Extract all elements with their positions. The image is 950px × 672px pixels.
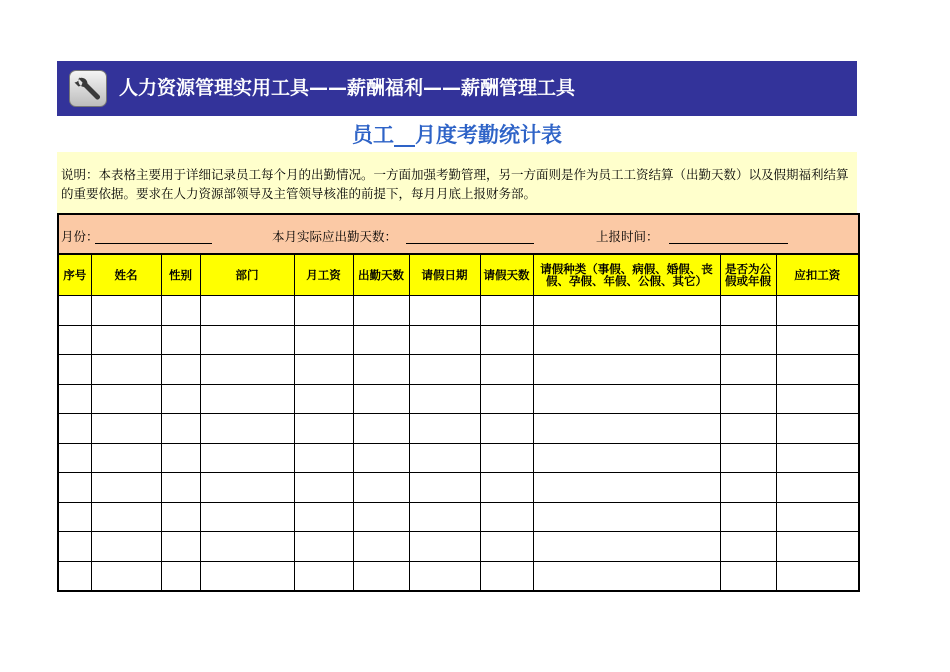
table-cell[interactable] xyxy=(720,443,776,473)
month-input-line[interactable] xyxy=(95,243,212,244)
table-cell[interactable] xyxy=(200,473,294,503)
table-cell[interactable] xyxy=(480,443,533,473)
table-cell[interactable] xyxy=(58,532,91,562)
table-cell[interactable] xyxy=(409,532,480,562)
table-cell[interactable] xyxy=(353,384,409,414)
table-cell[interactable] xyxy=(353,325,409,355)
table-cell[interactable] xyxy=(161,532,200,562)
header-cell: 应扣工资 xyxy=(776,254,859,296)
document-title: 员工__月度考勤统计表 xyxy=(352,123,562,147)
table-cell[interactable] xyxy=(480,561,533,591)
table-cell[interactable] xyxy=(720,355,776,385)
report-time-input-line[interactable] xyxy=(669,243,788,244)
table-cell[interactable] xyxy=(480,384,533,414)
table-cell[interactable] xyxy=(200,296,294,326)
table-cell[interactable] xyxy=(161,561,200,591)
table-cell[interactable] xyxy=(720,384,776,414)
table-cell[interactable] xyxy=(776,355,859,385)
table-cell[interactable] xyxy=(200,384,294,414)
table-cell[interactable] xyxy=(409,561,480,591)
table-cell[interactable] xyxy=(294,414,353,444)
table-cell[interactable] xyxy=(533,414,720,444)
info-cell xyxy=(58,214,859,254)
table-cell[interactable] xyxy=(533,296,720,326)
table-row xyxy=(58,561,859,591)
banner-title: 人力资源管理实用工具——薪酬福利——薪酬管理工具 xyxy=(119,77,576,99)
table-cell[interactable] xyxy=(353,473,409,503)
table-cell[interactable] xyxy=(720,561,776,591)
table-cell[interactable] xyxy=(776,384,859,414)
attendance-days-label: 本月实际应出勤天数： xyxy=(272,229,398,244)
table-cell[interactable] xyxy=(58,473,91,503)
attendance-days-input-line[interactable] xyxy=(406,243,534,244)
header-cell: 请假日期 xyxy=(409,254,480,296)
table-cell[interactable] xyxy=(200,414,294,444)
table-cell[interactable] xyxy=(533,325,720,355)
table-cell[interactable] xyxy=(480,296,533,326)
table-row xyxy=(58,473,859,503)
table-cell[interactable] xyxy=(776,443,859,473)
table-row xyxy=(58,443,859,473)
table-cell[interactable] xyxy=(533,384,720,414)
table-row xyxy=(58,355,859,385)
header-cell: 月工资 xyxy=(294,254,353,296)
table-cell[interactable] xyxy=(161,414,200,444)
header-cell: 性别 xyxy=(161,254,200,296)
table-cell[interactable] xyxy=(480,473,533,503)
table-cell[interactable] xyxy=(480,325,533,355)
table-cell[interactable] xyxy=(776,532,859,562)
table-cell[interactable] xyxy=(294,532,353,562)
month-label: 月份： xyxy=(61,229,99,244)
info-row xyxy=(58,214,859,254)
table-cell[interactable] xyxy=(91,355,161,385)
table-cell[interactable] xyxy=(161,355,200,385)
table-cell[interactable] xyxy=(776,502,859,532)
table-cell[interactable] xyxy=(353,414,409,444)
table-cell[interactable] xyxy=(409,355,480,385)
table-cell[interactable] xyxy=(409,414,480,444)
header-cell: 是否为公假或年假 xyxy=(720,254,776,296)
table-cell[interactable] xyxy=(161,296,200,326)
table-cell[interactable] xyxy=(533,473,720,503)
header-cell: 姓名 xyxy=(91,254,161,296)
table-cell[interactable] xyxy=(200,443,294,473)
table-cell[interactable] xyxy=(776,414,859,444)
table-cell[interactable] xyxy=(294,325,353,355)
table-cell[interactable] xyxy=(480,414,533,444)
table-cell[interactable] xyxy=(200,502,294,532)
table-row xyxy=(58,296,859,326)
table-cell[interactable] xyxy=(720,414,776,444)
table-cell[interactable] xyxy=(720,296,776,326)
table-cell[interactable] xyxy=(294,561,353,591)
table-cell[interactable] xyxy=(58,502,91,532)
table-cell[interactable] xyxy=(58,414,91,444)
table-cell[interactable] xyxy=(91,325,161,355)
table-row xyxy=(58,532,859,562)
table-cell[interactable] xyxy=(409,502,480,532)
table-cell[interactable] xyxy=(480,355,533,385)
table-cell[interactable] xyxy=(776,296,859,326)
header-cell: 请假天数 xyxy=(480,254,533,296)
table-cell[interactable] xyxy=(353,532,409,562)
table-cell[interactable] xyxy=(409,473,480,503)
table-cell[interactable] xyxy=(58,443,91,473)
table-row xyxy=(58,502,859,532)
table-cell[interactable] xyxy=(353,502,409,532)
table-cell[interactable] xyxy=(409,325,480,355)
table-cell[interactable] xyxy=(353,355,409,385)
table-cell[interactable] xyxy=(58,355,91,385)
table-cell[interactable] xyxy=(353,561,409,591)
table-cell[interactable] xyxy=(161,502,200,532)
table-cell[interactable] xyxy=(58,296,91,326)
table-cell[interactable] xyxy=(294,296,353,326)
table-cell[interactable] xyxy=(776,561,859,591)
table-row xyxy=(58,414,859,444)
table-cell[interactable] xyxy=(91,532,161,562)
table-cell[interactable] xyxy=(533,502,720,532)
attendance-table xyxy=(57,213,860,592)
table-cell[interactable] xyxy=(353,443,409,473)
table-cell[interactable] xyxy=(161,384,200,414)
table-row xyxy=(58,384,859,414)
table-cell[interactable] xyxy=(480,532,533,562)
table-cell[interactable] xyxy=(294,384,353,414)
table-cell[interactable] xyxy=(776,325,859,355)
table-cell[interactable] xyxy=(91,561,161,591)
table-cell[interactable] xyxy=(720,473,776,503)
table-cell[interactable] xyxy=(720,532,776,562)
table-cell[interactable] xyxy=(161,443,200,473)
table-cell[interactable] xyxy=(353,296,409,326)
table-cell[interactable] xyxy=(161,473,200,503)
table-cell[interactable] xyxy=(200,532,294,562)
report-time-label: 上报时间： xyxy=(596,229,659,244)
table-cell[interactable] xyxy=(161,325,200,355)
table-cell[interactable] xyxy=(480,502,533,532)
table-cell[interactable] xyxy=(294,443,353,473)
table-cell[interactable] xyxy=(58,384,91,414)
table-cell[interactable] xyxy=(91,296,161,326)
table-cell[interactable] xyxy=(91,443,161,473)
header-cell: 出勤天数 xyxy=(353,254,409,296)
table-cell[interactable] xyxy=(720,325,776,355)
wrench-icon xyxy=(69,70,107,107)
table-cell[interactable] xyxy=(776,473,859,503)
table-cell[interactable] xyxy=(533,561,720,591)
table-cell[interactable] xyxy=(720,502,776,532)
table-cell[interactable] xyxy=(294,355,353,385)
table-cell[interactable] xyxy=(91,502,161,532)
header-cell: 序号 xyxy=(58,254,91,296)
table-cell[interactable] xyxy=(200,325,294,355)
header-cell: 请假种类（事假、病假、婚假、丧假、孕假、年假、公假、其它） xyxy=(533,254,720,296)
table-cell[interactable] xyxy=(533,355,720,385)
table-cell[interactable] xyxy=(533,532,720,562)
table-cell[interactable] xyxy=(409,443,480,473)
table-body xyxy=(58,296,859,592)
app-banner xyxy=(57,61,857,116)
table-cell[interactable] xyxy=(533,443,720,473)
table-cell[interactable] xyxy=(409,384,480,414)
table-cell[interactable] xyxy=(200,355,294,385)
table-cell[interactable] xyxy=(409,296,480,326)
table-cell[interactable] xyxy=(200,561,294,591)
table-cell[interactable] xyxy=(91,414,161,444)
table-cell[interactable] xyxy=(91,473,161,503)
table-row xyxy=(58,325,859,355)
header-cell: 部门 xyxy=(200,254,294,296)
table-cell[interactable] xyxy=(58,325,91,355)
table-cell[interactable] xyxy=(294,473,353,503)
header-row xyxy=(58,254,859,296)
table-cell[interactable] xyxy=(58,561,91,591)
instructions-note: 说明：本表格主要用于详细记录员工每个月的出勤情况。一方面加强考勤管理，另一方面则是作为员工工资结算（出勤天数）以及假期福利结算的重要依据。要求在人力资源部领导及主管领导核准的前提下，每月月底上报财务部。 xyxy=(57,152,857,213)
table-cell[interactable] xyxy=(294,502,353,532)
table-cell[interactable] xyxy=(91,384,161,414)
